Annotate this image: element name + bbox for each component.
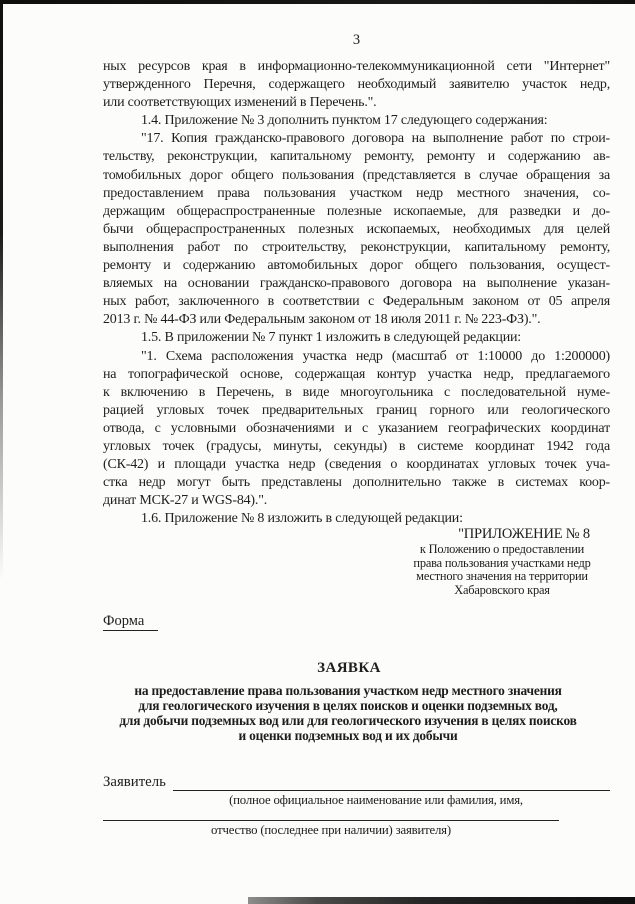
scan-top-edge-artifact <box>0 0 635 4</box>
body-line: на топографической основе, содержащая контур участка недр, предлагаемого <box>103 366 610 382</box>
page-number: 3 <box>352 32 361 48</box>
body-line: держащим общераспространенные полезные ископаемые, для разведки и до- <box>103 203 610 219</box>
body-line: ных ресурсов края в информационно-телекоммуникационной сети "Интернет" <box>103 59 610 74</box>
appendix-title: "ПРИЛОЖЕНИЕ № 8 <box>458 526 590 542</box>
body-line: ремонту и содержанию автомобильных дорог общего пользования, осущест- <box>103 258 610 274</box>
appendix-reference-line: права пользования участками недр <box>413 555 591 570</box>
body-line: динат МСК-27 и WGS-84).". <box>103 493 268 509</box>
body-line: "17. Копия гражданско-правового договора на выполнение работ по строи- <box>141 131 610 147</box>
body-line: угловых точек (градусы, минуты, секунды) в системе координат 1942 года <box>103 438 610 454</box>
application-subtitle-line: для добычи подземных вод или для геологического изучения в целях поисков <box>119 713 577 728</box>
body-line: 1.5. В приложении № 7 пункт 1 изложить в следующей редакции: <box>141 330 521 346</box>
body-line: к включению в Перечень, в виде многоугольника с последовательной нуме- <box>103 384 610 400</box>
body-line: ных работ, заключенного в соответствии с Федеральным законом от 05 апреля <box>103 294 610 310</box>
application-title: ЗАЯВКА <box>317 660 381 676</box>
body-line: или соответствующих изменений в Перечень.". <box>103 95 377 111</box>
body-line: рацией угловых точек предварительных границ горного или геологического <box>103 402 610 418</box>
scan-bottom-edge-artifact <box>248 897 635 904</box>
body-line: утвержденного Перечня, содержащего необходимый заявителю участок недр, <box>103 77 610 93</box>
body-line: 1.4. Приложение № 3 дополнить пунктом 17 следующего содержания: <box>141 113 548 129</box>
document-body-text <box>103 58 610 528</box>
body-line: томобильных дорог общего пользования (представляется в случае обращения за <box>103 167 610 183</box>
scan-left-edge-artifact <box>0 0 3 580</box>
body-line: стка недр могут быть представлены дополнительно также в системах коор- <box>103 475 610 491</box>
applicant-row <box>103 773 610 791</box>
body-line: тельству, реконструкции, капитальному ремонту, ремонту и содержанию ав- <box>103 149 610 165</box>
application-subtitle-line: для геологического изучения в целях поисков и оценки подземных вод, <box>138 698 558 713</box>
applicant-label: Заявитель <box>103 774 166 790</box>
applicant-second-blank-line <box>103 806 559 821</box>
appendix-reference-block <box>378 543 626 597</box>
appendix-reference-line: Хабаровского края <box>454 582 550 597</box>
body-line: (СК-42) и площади участка недр (сведения о координатах угловых точек уча- <box>103 457 610 473</box>
form-label <box>103 613 158 631</box>
body-line: выполнения работ по строительству, реконструкции, капитальному ремонту, <box>103 239 610 255</box>
appendix-reference-line: к Положению о предоставлении <box>419 542 585 556</box>
body-line: 1.6. Приложение № 8 изложить в следующей редакции: <box>141 511 463 527</box>
applicant-caption-line1: (полное официальное наименование или фамилия, имя, <box>229 793 523 807</box>
application-subtitle <box>86 683 610 743</box>
applicant-name-blank-line <box>173 773 610 791</box>
appendix-reference-line: местного значения на территории <box>416 569 588 583</box>
application-subtitle-line: и оценки подземных вод и их добычи <box>238 728 458 743</box>
body-line: "1. Схема расположения участка недр (масштаб от 1:10000 до 1:200000) <box>141 348 610 364</box>
form-label-text: Форма <box>103 613 158 631</box>
body-line: вляемых на основании гражданско-правового договора на выполнение указан- <box>103 276 610 292</box>
applicant-caption-line2: отчество (последнее при наличии) заявителя) <box>211 823 451 837</box>
application-subtitle-line: на предоставление права пользования участком недр местного значения <box>134 683 562 698</box>
body-line: отвода, с условными обозначениями и с указанием географических координат <box>103 420 610 436</box>
body-line: бычи общераспространенных полезных ископаемых, необходимых для целей <box>103 221 610 237</box>
body-line: 2013 г. № 44-ФЗ или Федеральным законом от 18 июля 2011 г. № 223-ФЗ).". <box>103 312 541 328</box>
body-line: предоставлением права пользования участком недр местного значения, со- <box>103 185 610 201</box>
